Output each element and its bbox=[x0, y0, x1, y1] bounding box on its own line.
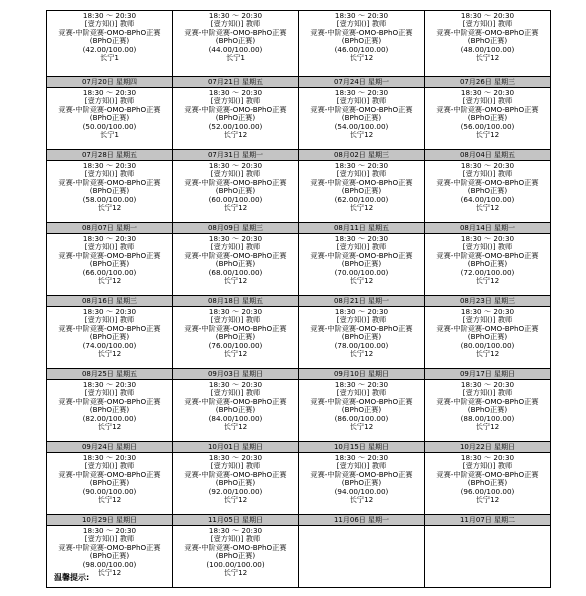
session-progress: (46.00/100.00) bbox=[334, 45, 389, 54]
session-cell bbox=[47, 307, 173, 369]
session-cell bbox=[173, 380, 299, 442]
session-progress: (96.00/100.00) bbox=[460, 487, 515, 496]
date-header: 09月03日 星期日 bbox=[173, 369, 299, 380]
session-room: 长宁12 bbox=[97, 423, 122, 432]
session-tag: (BPhO正赛) bbox=[341, 187, 382, 196]
session-room: 长宁12 bbox=[475, 204, 500, 213]
session-row bbox=[47, 380, 551, 442]
date-header: 07月26日 星期三 bbox=[425, 77, 551, 88]
session-course: 竞赛-中阶竞赛-OMO-BPhO正赛 bbox=[436, 397, 539, 406]
session-room: 长宁12 bbox=[349, 277, 374, 286]
session-teacher: [壹方知()] 教师 bbox=[336, 97, 387, 106]
date-header-row bbox=[47, 77, 551, 88]
session-teacher: [壹方知()] 教师 bbox=[84, 20, 135, 29]
session-teacher: [壹方知()] 教师 bbox=[210, 535, 261, 544]
session-room: 长宁12 bbox=[223, 204, 248, 213]
session-course: 竞赛-中阶竞赛-OMO-BPhO正赛 bbox=[310, 28, 413, 37]
session-time: 18:30 ～ 20:30 bbox=[82, 454, 137, 462]
session-cell bbox=[47, 234, 173, 296]
session-progress: (60.00/100.00) bbox=[208, 195, 263, 204]
session-time: 18:30 ～ 20:30 bbox=[208, 527, 263, 535]
session-teacher: [壹方知()] 教师 bbox=[336, 389, 387, 398]
session-course: 竞赛-中阶竞赛-OMO-BPhO正赛 bbox=[58, 178, 161, 187]
session-time: 18:30 ～ 20:30 bbox=[208, 235, 263, 243]
date-header-row bbox=[47, 515, 551, 526]
session-teacher: [壹方知()] 教师 bbox=[210, 389, 261, 398]
session-room: 长宁12 bbox=[349, 54, 374, 63]
date-header: 08月16日 星期三 bbox=[47, 296, 173, 307]
session-tag: (BPhO正赛) bbox=[215, 479, 256, 488]
session-cell bbox=[47, 11, 173, 77]
session-cell bbox=[173, 307, 299, 369]
session-course: 竞赛-中阶竞赛-OMO-BPhO正赛 bbox=[58, 397, 161, 406]
session-course: 竞赛-中阶竞赛-OMO-BPhO正赛 bbox=[310, 324, 413, 333]
session-cell bbox=[173, 526, 299, 588]
session-room: 长宁12 bbox=[223, 569, 248, 578]
session-progress: (88.00/100.00) bbox=[460, 414, 515, 423]
schedule-grid bbox=[46, 10, 548, 588]
session-tag: (BPhO正赛) bbox=[215, 406, 256, 415]
session-progress: (100.00/100.00) bbox=[206, 560, 265, 569]
session-time: 18:30 ～ 20:30 bbox=[460, 12, 515, 20]
session-room: 长宁12 bbox=[223, 277, 248, 286]
session-cell bbox=[173, 161, 299, 223]
session-course: 竞赛-中阶竞赛-OMO-BPhO正赛 bbox=[184, 178, 287, 187]
session-cell bbox=[425, 88, 551, 150]
date-header: 08月23日 星期三 bbox=[425, 296, 551, 307]
date-header: 10月22日 星期日 bbox=[425, 442, 551, 453]
session-teacher: [壹方知()] 教师 bbox=[462, 20, 513, 29]
session-row bbox=[47, 11, 551, 77]
date-header-row bbox=[47, 442, 551, 453]
session-room: 长宁12 bbox=[223, 496, 248, 505]
session-time: 18:30 ～ 20:30 bbox=[82, 235, 137, 243]
session-progress: (68.00/100.00) bbox=[208, 268, 263, 277]
session-time: 18:30 ～ 20:30 bbox=[208, 89, 263, 97]
session-course: 竞赛-中阶竞赛-OMO-BPhO正赛 bbox=[436, 28, 539, 37]
session-time: 18:30 ～ 20:30 bbox=[208, 12, 263, 20]
schedule-table bbox=[46, 10, 551, 588]
session-time: 18:30 ～ 20:30 bbox=[82, 527, 137, 535]
session-cell bbox=[425, 380, 551, 442]
session-tag: (BPhO正赛) bbox=[215, 114, 256, 123]
tip-label: 温馨提示: bbox=[54, 573, 90, 582]
session-teacher: [壹方知()] 教师 bbox=[336, 462, 387, 471]
session-cell bbox=[425, 307, 551, 369]
date-header: 07月21日 星期五 bbox=[173, 77, 299, 88]
session-course: 竞赛-中阶竞赛-OMO-BPhO正赛 bbox=[310, 105, 413, 114]
session-cell bbox=[425, 453, 551, 515]
session-tag: (BPhO正赛) bbox=[89, 114, 130, 123]
date-header: 10月29日 星期日 bbox=[47, 515, 173, 526]
session-row bbox=[47, 234, 551, 296]
session-tag: (BPhO正赛) bbox=[341, 114, 382, 123]
session-progress: (48.00/100.00) bbox=[460, 45, 515, 54]
session-tag: (BPhO正赛) bbox=[89, 552, 130, 561]
session-progress: (62.00/100.00) bbox=[334, 195, 389, 204]
date-header: 08月09日 星期三 bbox=[173, 223, 299, 234]
session-cell bbox=[299, 161, 425, 223]
session-time: 18:30 ～ 20:30 bbox=[82, 381, 137, 389]
session-tag: (BPhO正赛) bbox=[341, 406, 382, 415]
date-header: 11月05日 星期日 bbox=[173, 515, 299, 526]
session-tag: (BPhO正赛) bbox=[341, 333, 382, 342]
session-tag: (BPhO正赛) bbox=[89, 406, 130, 415]
date-header: 08月02日 星期三 bbox=[299, 150, 425, 161]
session-progress: (44.00/100.00) bbox=[208, 45, 263, 54]
session-teacher: [壹方知()] 教师 bbox=[462, 316, 513, 325]
session-room: 长宁12 bbox=[349, 131, 374, 140]
session-room: 长宁12 bbox=[475, 496, 500, 505]
session-time: 18:30 ～ 20:30 bbox=[208, 454, 263, 462]
session-cell bbox=[299, 380, 425, 442]
session-tag: (BPhO正赛) bbox=[341, 37, 382, 46]
session-teacher: [壹方知()] 教师 bbox=[462, 462, 513, 471]
session-cell bbox=[47, 88, 173, 150]
date-header-row bbox=[47, 296, 551, 307]
session-tag: (BPhO正赛) bbox=[467, 479, 508, 488]
session-course: 竞赛-中阶竞赛-OMO-BPhO正赛 bbox=[436, 178, 539, 187]
session-tag: (BPhO正赛) bbox=[89, 260, 130, 269]
session-teacher: [壹方知()] 教师 bbox=[336, 243, 387, 252]
date-header: 11月07日 星期二 bbox=[425, 515, 551, 526]
session-course: 竞赛-中阶竞赛-OMO-BPhO正赛 bbox=[436, 105, 539, 114]
session-room: 长宁12 bbox=[97, 350, 122, 359]
session-teacher: [壹方知()] 教师 bbox=[84, 389, 135, 398]
session-progress: (56.00/100.00) bbox=[460, 122, 515, 131]
date-header: 08月18日 星期五 bbox=[173, 296, 299, 307]
session-cell bbox=[47, 380, 173, 442]
session-time: 18:30 ～ 20:30 bbox=[82, 12, 137, 20]
session-tag: (BPhO正赛) bbox=[341, 479, 382, 488]
date-header: 08月04日 星期五 bbox=[425, 150, 551, 161]
date-header: 09月10日 星期日 bbox=[299, 369, 425, 380]
session-room: 长宁12 bbox=[475, 131, 500, 140]
session-teacher: [壹方知()] 教师 bbox=[462, 170, 513, 179]
session-progress: (70.00/100.00) bbox=[334, 268, 389, 277]
date-header: 10月15日 星期日 bbox=[299, 442, 425, 453]
session-room: 长宁12 bbox=[223, 423, 248, 432]
session-cell bbox=[299, 453, 425, 515]
date-header: 08月25日 星期五 bbox=[47, 369, 173, 380]
session-progress: (86.00/100.00) bbox=[334, 414, 389, 423]
session-time: 18:30 ～ 20:30 bbox=[460, 89, 515, 97]
session-progress: (72.00/100.00) bbox=[460, 268, 515, 277]
session-teacher: [壹方知()] 教师 bbox=[210, 170, 261, 179]
session-room: 长宁12 bbox=[349, 204, 374, 213]
date-header-row bbox=[47, 150, 551, 161]
session-course: 竞赛-中阶竞赛-OMO-BPhO正赛 bbox=[58, 470, 161, 479]
session-room: 长宁12 bbox=[97, 277, 122, 286]
session-room: 长宁12 bbox=[475, 54, 500, 63]
session-progress: (84.00/100.00) bbox=[208, 414, 263, 423]
session-progress: (42.00/100.00) bbox=[82, 45, 137, 54]
session-cell bbox=[47, 453, 173, 515]
session-time: 18:30 ～ 20:30 bbox=[82, 89, 137, 97]
session-room: 长宁12 bbox=[349, 423, 374, 432]
session-room: 长宁12 bbox=[349, 350, 374, 359]
session-room: 长宁1 bbox=[100, 54, 119, 63]
session-cell bbox=[173, 88, 299, 150]
session-teacher: [壹方知()] 教师 bbox=[210, 316, 261, 325]
session-progress: (52.00/100.00) bbox=[208, 122, 263, 131]
session-room: 长宁1 bbox=[226, 54, 245, 63]
session-tag: (BPhO正赛) bbox=[215, 333, 256, 342]
session-course: 竞赛-中阶竞赛-OMO-BPhO正赛 bbox=[184, 28, 287, 37]
session-room: 长宁12 bbox=[475, 423, 500, 432]
session-row bbox=[47, 453, 551, 515]
date-header: 11月06日 星期一 bbox=[299, 515, 425, 526]
session-teacher: [壹方知()] 教师 bbox=[84, 462, 135, 471]
date-header-row bbox=[47, 223, 551, 234]
session-progress: (76.00/100.00) bbox=[208, 341, 263, 350]
session-course: 竞赛-中阶竞赛-OMO-BPhO正赛 bbox=[184, 397, 287, 406]
session-progress: (54.00/100.00) bbox=[334, 122, 389, 131]
session-row bbox=[47, 526, 551, 588]
session-course: 竞赛-中阶竞赛-OMO-BPhO正赛 bbox=[310, 470, 413, 479]
session-course: 竞赛-中阶竞赛-OMO-BPhO正赛 bbox=[58, 324, 161, 333]
session-teacher: [壹方知()] 教师 bbox=[84, 97, 135, 106]
session-teacher: [壹方知()] 教师 bbox=[210, 243, 261, 252]
session-course: 竞赛-中阶竞赛-OMO-BPhO正赛 bbox=[436, 470, 539, 479]
session-progress: (74.00/100.00) bbox=[82, 341, 137, 350]
empty-cell bbox=[425, 526, 551, 588]
session-progress: (58.00/100.00) bbox=[82, 195, 137, 204]
session-teacher: [壹方知()] 教师 bbox=[210, 20, 261, 29]
session-progress: (82.00/100.00) bbox=[82, 414, 137, 423]
session-row bbox=[47, 307, 551, 369]
session-time: 18:30 ～ 20:30 bbox=[82, 308, 137, 316]
session-cell bbox=[47, 161, 173, 223]
session-tag: (BPhO正赛) bbox=[467, 333, 508, 342]
session-cell bbox=[173, 11, 299, 77]
date-header: 09月17日 星期日 bbox=[425, 369, 551, 380]
session-room: 长宁12 bbox=[349, 496, 374, 505]
session-tag: (BPhO正赛) bbox=[89, 479, 130, 488]
session-time: 18:30 ～ 20:30 bbox=[334, 235, 389, 243]
date-header: 09月24日 星期日 bbox=[47, 442, 173, 453]
session-progress: (94.00/100.00) bbox=[334, 487, 389, 496]
session-cell bbox=[173, 234, 299, 296]
session-time: 18:30 ～ 20:30 bbox=[334, 162, 389, 170]
session-teacher: [壹方知()] 教师 bbox=[462, 97, 513, 106]
session-room: 长宁12 bbox=[97, 569, 122, 578]
session-room: 长宁12 bbox=[223, 131, 248, 140]
session-course: 竞赛-中阶竞赛-OMO-BPhO正赛 bbox=[310, 397, 413, 406]
session-progress: (92.00/100.00) bbox=[208, 487, 263, 496]
session-cell bbox=[425, 161, 551, 223]
session-tag: (BPhO正赛) bbox=[341, 260, 382, 269]
session-time: 18:30 ～ 20:30 bbox=[460, 454, 515, 462]
session-progress: (80.00/100.00) bbox=[460, 341, 515, 350]
session-course: 竞赛-中阶竞赛-OMO-BPhO正赛 bbox=[58, 251, 161, 260]
session-teacher: [壹方知()] 教师 bbox=[210, 97, 261, 106]
session-time: 18:30 ～ 20:30 bbox=[334, 12, 389, 20]
session-room: 长宁1 bbox=[100, 131, 119, 140]
date-header-row bbox=[47, 369, 551, 380]
session-cell bbox=[299, 307, 425, 369]
session-time: 18:30 ～ 20:30 bbox=[460, 162, 515, 170]
session-cell bbox=[425, 234, 551, 296]
session-course: 竞赛-中阶竞赛-OMO-BPhO正赛 bbox=[184, 324, 287, 333]
session-course: 竞赛-中阶竞赛-OMO-BPhO正赛 bbox=[184, 251, 287, 260]
session-tag: (BPhO正赛) bbox=[467, 187, 508, 196]
session-tag: (BPhO正赛) bbox=[467, 37, 508, 46]
session-course: 竞赛-中阶竞赛-OMO-BPhO正赛 bbox=[184, 543, 287, 552]
session-time: 18:30 ～ 20:30 bbox=[460, 308, 515, 316]
session-teacher: [壹方知()] 教师 bbox=[336, 20, 387, 29]
session-time: 18:30 ～ 20:30 bbox=[334, 308, 389, 316]
date-header: 07月28日 星期五 bbox=[47, 150, 173, 161]
session-progress: (78.00/100.00) bbox=[334, 341, 389, 350]
session-cell bbox=[299, 88, 425, 150]
date-header: 10月01日 星期日 bbox=[173, 442, 299, 453]
session-course: 竞赛-中阶竞赛-OMO-BPhO正赛 bbox=[436, 251, 539, 260]
session-course: 竞赛-中阶竞赛-OMO-BPhO正赛 bbox=[58, 28, 161, 37]
session-tag: (BPhO正赛) bbox=[467, 260, 508, 269]
session-tag: (BPhO正赛) bbox=[89, 187, 130, 196]
session-time: 18:30 ～ 20:30 bbox=[334, 454, 389, 462]
session-course: 竞赛-中阶竞赛-OMO-BPhO正赛 bbox=[58, 105, 161, 114]
date-header: 07月20日 星期四 bbox=[47, 77, 173, 88]
session-course: 竞赛-中阶竞赛-OMO-BPhO正赛 bbox=[184, 105, 287, 114]
session-teacher: [壹方知()] 教师 bbox=[84, 243, 135, 252]
date-header: 08月14日 星期一 bbox=[425, 223, 551, 234]
session-cell bbox=[425, 11, 551, 77]
session-room: 长宁12 bbox=[475, 350, 500, 359]
session-row bbox=[47, 88, 551, 150]
date-header: 07月31日 星期一 bbox=[173, 150, 299, 161]
session-time: 18:30 ～ 20:30 bbox=[460, 381, 515, 389]
session-teacher: [壹方知()] 教师 bbox=[336, 170, 387, 179]
session-progress: (64.00/100.00) bbox=[460, 195, 515, 204]
session-time: 18:30 ～ 20:30 bbox=[82, 162, 137, 170]
session-tag: (BPhO正赛) bbox=[215, 260, 256, 269]
session-room: 长宁12 bbox=[97, 496, 122, 505]
session-room: 长宁12 bbox=[97, 204, 122, 213]
session-teacher: [壹方知()] 教师 bbox=[210, 462, 261, 471]
session-cell bbox=[299, 11, 425, 77]
session-progress: (98.00/100.00) bbox=[82, 560, 137, 569]
session-teacher: [壹方知()] 教师 bbox=[84, 170, 135, 179]
session-course: 竞赛-中阶竞赛-OMO-BPhO正赛 bbox=[310, 178, 413, 187]
session-teacher: [壹方知()] 教师 bbox=[462, 243, 513, 252]
session-teacher: [壹方知()] 教师 bbox=[462, 389, 513, 398]
session-teacher: [壹方知()] 教师 bbox=[84, 316, 135, 325]
session-course: 竞赛-中阶竞赛-OMO-BPhO正赛 bbox=[58, 543, 161, 552]
session-progress: (90.00/100.00) bbox=[82, 487, 137, 496]
session-time: 18:30 ～ 20:30 bbox=[460, 235, 515, 243]
session-time: 18:30 ～ 20:30 bbox=[334, 381, 389, 389]
date-header: 07月24日 星期一 bbox=[299, 77, 425, 88]
session-cell bbox=[299, 234, 425, 296]
date-header: 08月21日 星期一 bbox=[299, 296, 425, 307]
session-time: 18:30 ～ 20:30 bbox=[334, 89, 389, 97]
session-tag: (BPhO正赛) bbox=[215, 552, 256, 561]
session-tag: (BPhO正赛) bbox=[89, 333, 130, 342]
session-progress: (66.00/100.00) bbox=[82, 268, 137, 277]
session-time: 18:30 ～ 20:30 bbox=[208, 308, 263, 316]
session-room: 长宁12 bbox=[223, 350, 248, 359]
session-time: 18:30 ～ 20:30 bbox=[208, 381, 263, 389]
date-header: 08月11日 星期五 bbox=[299, 223, 425, 234]
session-room: 长宁12 bbox=[475, 277, 500, 286]
empty-cell bbox=[299, 526, 425, 588]
session-course: 竞赛-中阶竞赛-OMO-BPhO正赛 bbox=[184, 470, 287, 479]
session-tag: (BPhO正赛) bbox=[467, 114, 508, 123]
session-course: 竞赛-中阶竞赛-OMO-BPhO正赛 bbox=[310, 251, 413, 260]
session-course: 竞赛-中阶竞赛-OMO-BPhO正赛 bbox=[436, 324, 539, 333]
session-tag: (BPhO正赛) bbox=[215, 37, 256, 46]
session-tag: (BPhO正赛) bbox=[89, 37, 130, 46]
session-tag: (BPhO正赛) bbox=[215, 187, 256, 196]
session-row bbox=[47, 161, 551, 223]
session-tag: (BPhO正赛) bbox=[467, 406, 508, 415]
date-header: 08月07日 星期一 bbox=[47, 223, 173, 234]
session-progress: (50.00/100.00) bbox=[82, 122, 137, 131]
session-cell bbox=[173, 453, 299, 515]
session-teacher: [壹方知()] 教师 bbox=[84, 535, 135, 544]
session-time: 18:30 ～ 20:30 bbox=[208, 162, 263, 170]
session-teacher: [壹方知()] 教师 bbox=[336, 316, 387, 325]
